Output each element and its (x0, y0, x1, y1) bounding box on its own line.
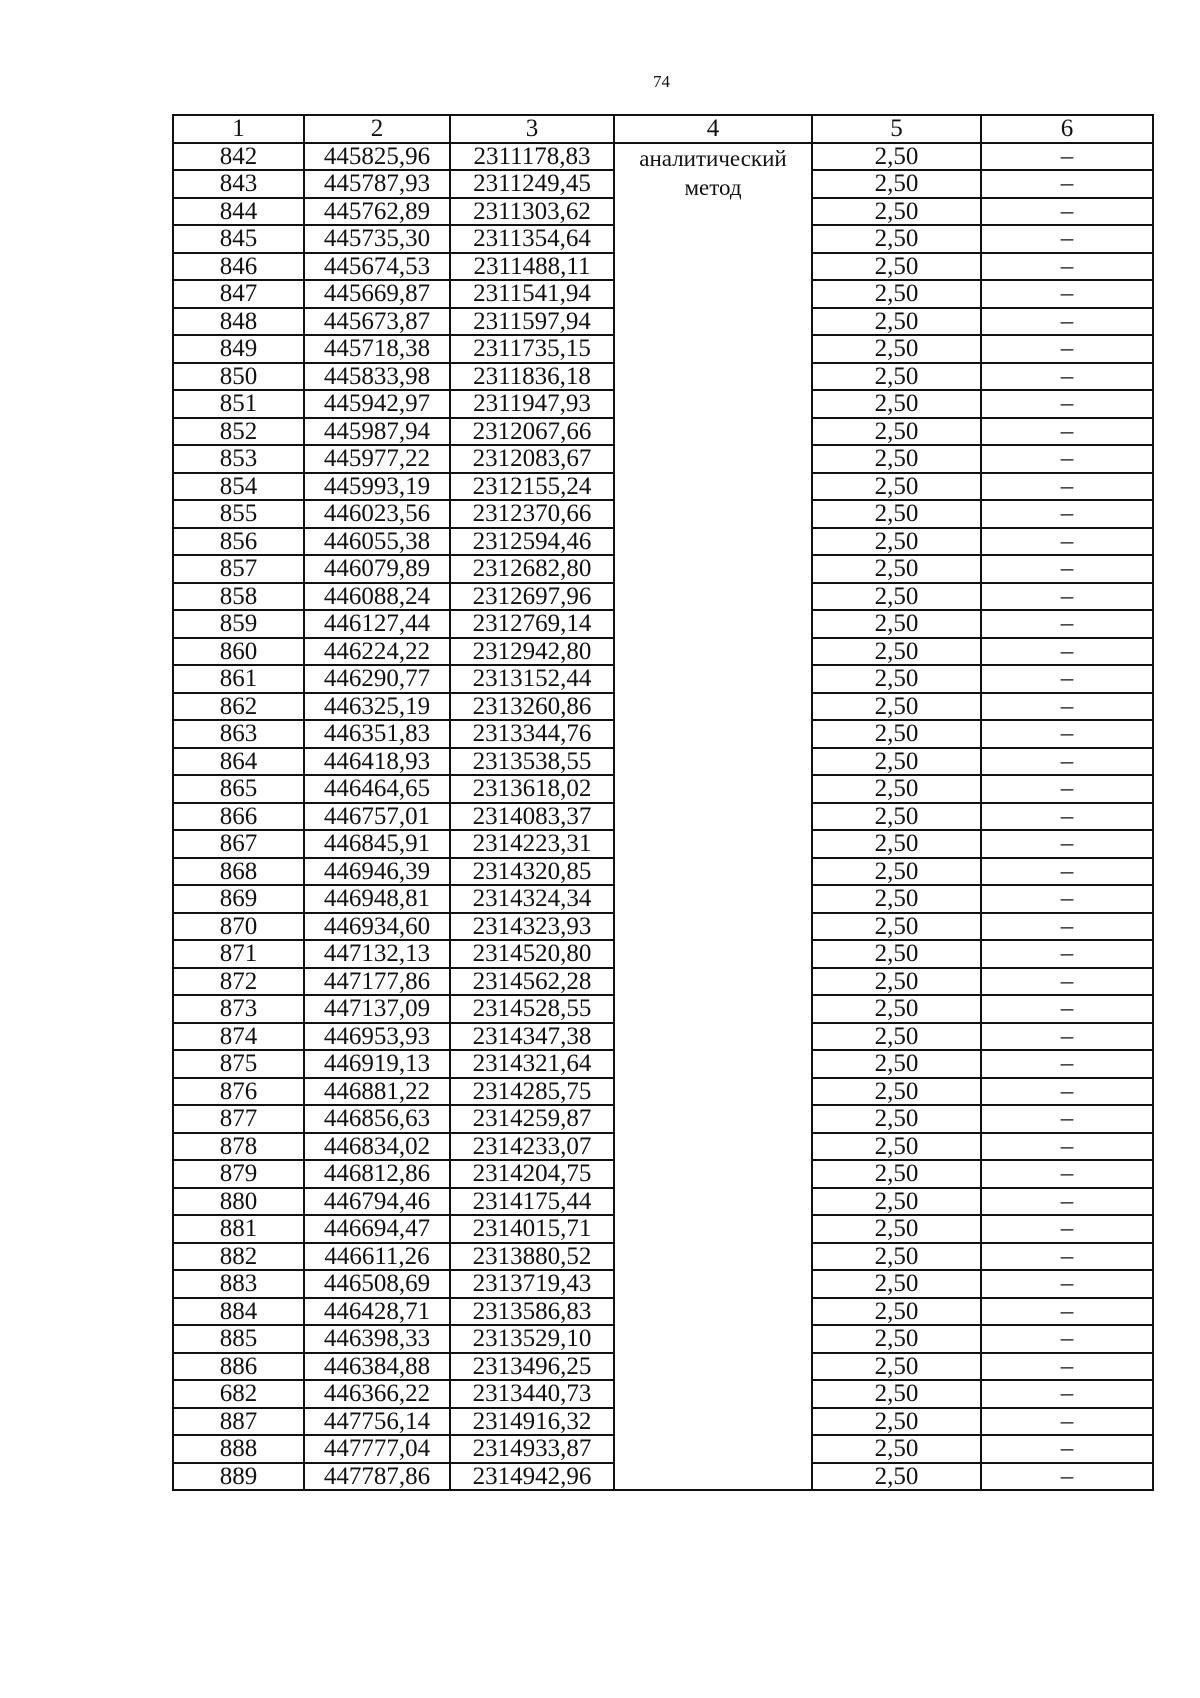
point-number-cell: 887 (173, 1408, 304, 1436)
y-coordinate-cell: 2312594,46 (450, 528, 614, 556)
y-coordinate-cell: 2314916,32 (450, 1408, 614, 1436)
note-cell: – (981, 1188, 1153, 1216)
note-cell: – (981, 803, 1153, 831)
point-number-cell: 875 (173, 1050, 304, 1078)
accuracy-cell: 2,50 (812, 1215, 981, 1243)
x-coordinate-cell: 446919,13 (304, 1050, 450, 1078)
point-number-cell: 886 (173, 1353, 304, 1381)
x-coordinate-cell: 447777,04 (304, 1435, 450, 1463)
accuracy-cell: 2,50 (812, 1243, 981, 1271)
note-cell: – (981, 253, 1153, 281)
accuracy-cell: 2,50 (812, 858, 981, 886)
note-cell: – (981, 940, 1153, 968)
note-cell: – (981, 445, 1153, 473)
point-number-cell: 860 (173, 638, 304, 666)
x-coordinate-cell: 446508,69 (304, 1270, 450, 1298)
x-coordinate-cell: 446694,47 (304, 1215, 450, 1243)
table-body (173, 143, 1153, 1491)
y-coordinate-cell: 2311597,94 (450, 308, 614, 336)
y-coordinate-cell: 2314233,07 (450, 1133, 614, 1161)
y-coordinate-cell: 2314083,37 (450, 803, 614, 831)
note-cell: – (981, 1270, 1153, 1298)
point-number-cell: 878 (173, 1133, 304, 1161)
note-cell: – (981, 885, 1153, 913)
note-cell: – (981, 308, 1153, 336)
point-number-cell: 843 (173, 170, 304, 198)
point-number-cell: 849 (173, 335, 304, 363)
point-number-cell: 851 (173, 390, 304, 418)
accuracy-cell: 2,50 (812, 720, 981, 748)
y-coordinate-cell: 2314285,75 (450, 1078, 614, 1106)
point-number-cell: 872 (173, 968, 304, 996)
note-cell: – (981, 665, 1153, 693)
accuracy-cell: 2,50 (812, 1408, 981, 1436)
x-coordinate-cell: 446757,01 (304, 803, 450, 831)
note-cell: – (981, 1325, 1153, 1353)
table-row (173, 143, 1153, 171)
point-number-cell: 850 (173, 363, 304, 391)
point-number-cell: 858 (173, 583, 304, 611)
accuracy-cell: 2,50 (812, 610, 981, 638)
page-number: 74 (653, 72, 670, 91)
x-coordinate-cell: 446948,81 (304, 885, 450, 913)
point-number-cell: 877 (173, 1105, 304, 1133)
column-header: 6 (981, 115, 1153, 143)
x-coordinate-cell: 445735,30 (304, 225, 450, 253)
accuracy-cell: 2,50 (812, 445, 981, 473)
accuracy-cell: 2,50 (812, 335, 981, 363)
point-number-cell: 871 (173, 940, 304, 968)
y-coordinate-cell: 2314562,28 (450, 968, 614, 996)
point-number-cell: 866 (173, 803, 304, 831)
note-cell: – (981, 693, 1153, 721)
y-coordinate-cell: 2313538,55 (450, 748, 614, 776)
x-coordinate-cell: 445674,53 (304, 253, 450, 281)
x-coordinate-cell: 445825,96 (304, 143, 450, 171)
note-cell: – (981, 1160, 1153, 1188)
y-coordinate-cell: 2314528,55 (450, 995, 614, 1023)
x-coordinate-cell: 446834,02 (304, 1133, 450, 1161)
note-cell: – (981, 720, 1153, 748)
accuracy-cell: 2,50 (812, 1188, 981, 1216)
note-cell: – (981, 143, 1153, 171)
accuracy-cell: 2,50 (812, 885, 981, 913)
accuracy-cell: 2,50 (812, 1380, 981, 1408)
accuracy-cell: 2,50 (812, 1325, 981, 1353)
point-number-cell: 865 (173, 775, 304, 803)
y-coordinate-cell: 2312942,80 (450, 638, 614, 666)
x-coordinate-cell: 447132,13 (304, 940, 450, 968)
accuracy-cell: 2,50 (812, 940, 981, 968)
point-number-cell: 854 (173, 473, 304, 501)
note-cell: – (981, 500, 1153, 528)
note-cell: – (981, 363, 1153, 391)
y-coordinate-cell: 2311249,45 (450, 170, 614, 198)
accuracy-cell: 2,50 (812, 363, 981, 391)
y-coordinate-cell: 2313529,10 (450, 1325, 614, 1353)
y-coordinate-cell: 2313152,44 (450, 665, 614, 693)
note-cell: – (981, 1105, 1153, 1133)
accuracy-cell: 2,50 (812, 995, 981, 1023)
column-header: 5 (812, 115, 981, 143)
accuracy-cell: 2,50 (812, 198, 981, 226)
point-number-cell: 876 (173, 1078, 304, 1106)
note-cell: – (981, 1133, 1153, 1161)
note-cell: – (981, 1298, 1153, 1326)
note-cell: – (981, 995, 1153, 1023)
point-number-cell: 842 (173, 143, 304, 171)
coordinates-table (172, 114, 1154, 1491)
x-coordinate-cell: 446325,19 (304, 693, 450, 721)
x-coordinate-cell: 445762,89 (304, 198, 450, 226)
note-cell: – (981, 1408, 1153, 1436)
point-number-cell: 881 (173, 1215, 304, 1243)
note-cell: – (981, 775, 1153, 803)
x-coordinate-cell: 445718,38 (304, 335, 450, 363)
note-cell: – (981, 1243, 1153, 1271)
note-cell: – (981, 418, 1153, 446)
accuracy-cell: 2,50 (812, 1105, 981, 1133)
x-coordinate-cell: 445673,87 (304, 308, 450, 336)
accuracy-cell: 2,50 (812, 418, 981, 446)
note-cell: – (981, 335, 1153, 363)
note-cell: – (981, 1078, 1153, 1106)
y-coordinate-cell: 2312682,80 (450, 555, 614, 583)
x-coordinate-cell: 446366,22 (304, 1380, 450, 1408)
x-coordinate-cell: 446023,56 (304, 500, 450, 528)
note-cell: – (981, 390, 1153, 418)
x-coordinate-cell: 445993,19 (304, 473, 450, 501)
y-coordinate-cell: 2313880,52 (450, 1243, 614, 1271)
x-coordinate-cell: 446055,38 (304, 528, 450, 556)
point-number-cell: 879 (173, 1160, 304, 1188)
x-coordinate-cell: 445787,93 (304, 170, 450, 198)
point-number-cell: 855 (173, 500, 304, 528)
x-coordinate-cell: 447787,86 (304, 1463, 450, 1491)
accuracy-cell: 2,50 (812, 170, 981, 198)
y-coordinate-cell: 2313496,25 (450, 1353, 614, 1381)
accuracy-cell: 2,50 (812, 1270, 981, 1298)
column-header: 2 (304, 115, 450, 143)
x-coordinate-cell: 446428,71 (304, 1298, 450, 1326)
point-number-cell: 869 (173, 885, 304, 913)
x-coordinate-cell: 445669,87 (304, 280, 450, 308)
accuracy-cell: 2,50 (812, 528, 981, 556)
x-coordinate-cell: 446934,60 (304, 913, 450, 941)
point-number-cell: 880 (173, 1188, 304, 1216)
y-coordinate-cell: 2311178,83 (450, 143, 614, 171)
accuracy-cell: 2,50 (812, 1023, 981, 1051)
x-coordinate-cell: 446418,93 (304, 748, 450, 776)
y-coordinate-cell: 2314175,44 (450, 1188, 614, 1216)
point-number-cell: 885 (173, 1325, 304, 1353)
accuracy-cell: 2,50 (812, 830, 981, 858)
y-coordinate-cell: 2313260,86 (450, 693, 614, 721)
y-coordinate-cell: 2314320,85 (450, 858, 614, 886)
point-number-cell: 853 (173, 445, 304, 473)
point-number-cell: 862 (173, 693, 304, 721)
note-cell: – (981, 968, 1153, 996)
y-coordinate-cell: 2314204,75 (450, 1160, 614, 1188)
note-cell: – (981, 198, 1153, 226)
accuracy-cell: 2,50 (812, 1298, 981, 1326)
y-coordinate-cell: 2312083,67 (450, 445, 614, 473)
point-number-cell: 867 (173, 830, 304, 858)
y-coordinate-cell: 2314347,38 (450, 1023, 614, 1051)
note-cell: – (981, 638, 1153, 666)
y-coordinate-cell: 2312155,24 (450, 473, 614, 501)
y-coordinate-cell: 2314520,80 (450, 940, 614, 968)
y-coordinate-cell: 2311303,62 (450, 198, 614, 226)
x-coordinate-cell: 446290,77 (304, 665, 450, 693)
x-coordinate-cell: 446812,86 (304, 1160, 450, 1188)
x-coordinate-cell: 446794,46 (304, 1188, 450, 1216)
accuracy-cell: 2,50 (812, 1050, 981, 1078)
accuracy-cell: 2,50 (812, 775, 981, 803)
accuracy-cell: 2,50 (812, 1133, 981, 1161)
y-coordinate-cell: 2314015,71 (450, 1215, 614, 1243)
point-number-cell: 857 (173, 555, 304, 583)
x-coordinate-cell: 445833,98 (304, 363, 450, 391)
note-cell: – (981, 610, 1153, 638)
note-cell: – (981, 858, 1153, 886)
y-coordinate-cell: 2311541,94 (450, 280, 614, 308)
accuracy-cell: 2,50 (812, 500, 981, 528)
x-coordinate-cell: 446224,22 (304, 638, 450, 666)
x-coordinate-cell: 447756,14 (304, 1408, 450, 1436)
point-number-cell: 863 (173, 720, 304, 748)
y-coordinate-cell: 2313719,43 (450, 1270, 614, 1298)
y-coordinate-cell: 2312370,66 (450, 500, 614, 528)
accuracy-cell: 2,50 (812, 1353, 981, 1381)
note-cell: – (981, 1463, 1153, 1491)
note-cell: – (981, 913, 1153, 941)
x-coordinate-cell: 446611,26 (304, 1243, 450, 1271)
x-coordinate-cell: 445977,22 (304, 445, 450, 473)
accuracy-cell: 2,50 (812, 748, 981, 776)
note-cell: – (981, 225, 1153, 253)
point-number-cell: 861 (173, 665, 304, 693)
point-number-cell: 844 (173, 198, 304, 226)
table-header-row (173, 115, 1153, 143)
point-number-cell: 847 (173, 280, 304, 308)
accuracy-cell: 2,50 (812, 390, 981, 418)
accuracy-cell: 2,50 (812, 968, 981, 996)
point-number-cell: 870 (173, 913, 304, 941)
x-coordinate-cell: 446351,83 (304, 720, 450, 748)
note-cell: – (981, 748, 1153, 776)
y-coordinate-cell: 2314324,34 (450, 885, 614, 913)
x-coordinate-cell: 446953,93 (304, 1023, 450, 1051)
accuracy-cell: 2,50 (812, 280, 981, 308)
point-number-cell: 874 (173, 1023, 304, 1051)
x-coordinate-cell: 447177,86 (304, 968, 450, 996)
accuracy-cell: 2,50 (812, 1435, 981, 1463)
accuracy-cell: 2,50 (812, 143, 981, 171)
y-coordinate-cell: 2313586,83 (450, 1298, 614, 1326)
x-coordinate-cell: 446384,88 (304, 1353, 450, 1381)
y-coordinate-cell: 2314259,87 (450, 1105, 614, 1133)
accuracy-cell: 2,50 (812, 665, 981, 693)
point-number-cell: 846 (173, 253, 304, 281)
accuracy-cell: 2,50 (812, 1463, 981, 1491)
point-number-cell: 845 (173, 225, 304, 253)
point-number-cell: 888 (173, 1435, 304, 1463)
y-coordinate-cell: 2312697,96 (450, 583, 614, 611)
note-cell: – (981, 555, 1153, 583)
x-coordinate-cell: 445987,94 (304, 418, 450, 446)
note-cell: – (981, 170, 1153, 198)
x-coordinate-cell: 446398,33 (304, 1325, 450, 1353)
y-coordinate-cell: 2312769,14 (450, 610, 614, 638)
accuracy-cell: 2,50 (812, 803, 981, 831)
accuracy-cell: 2,50 (812, 913, 981, 941)
note-cell: – (981, 1023, 1153, 1051)
accuracy-cell: 2,50 (812, 638, 981, 666)
y-coordinate-cell: 2311488,11 (450, 253, 614, 281)
note-cell: – (981, 1380, 1153, 1408)
point-number-cell: 856 (173, 528, 304, 556)
note-cell: – (981, 830, 1153, 858)
note-cell: – (981, 1353, 1153, 1381)
accuracy-cell: 2,50 (812, 1160, 981, 1188)
point-number-cell: 882 (173, 1243, 304, 1271)
y-coordinate-cell: 2314942,96 (450, 1463, 614, 1491)
point-number-cell: 873 (173, 995, 304, 1023)
x-coordinate-cell: 446946,39 (304, 858, 450, 886)
point-number-cell: 868 (173, 858, 304, 886)
y-coordinate-cell: 2313618,02 (450, 775, 614, 803)
note-cell: – (981, 1215, 1153, 1243)
accuracy-cell: 2,50 (812, 693, 981, 721)
accuracy-cell: 2,50 (812, 308, 981, 336)
point-number-cell: 848 (173, 308, 304, 336)
point-number-cell: 859 (173, 610, 304, 638)
accuracy-cell: 2,50 (812, 555, 981, 583)
x-coordinate-cell: 446079,89 (304, 555, 450, 583)
point-number-cell: 883 (173, 1270, 304, 1298)
x-coordinate-cell: 447137,09 (304, 995, 450, 1023)
y-coordinate-cell: 2311735,15 (450, 335, 614, 363)
y-coordinate-cell: 2313440,73 (450, 1380, 614, 1408)
note-cell: – (981, 280, 1153, 308)
y-coordinate-cell: 2312067,66 (450, 418, 614, 446)
y-coordinate-cell: 2314223,31 (450, 830, 614, 858)
column-header: 3 (450, 115, 614, 143)
x-coordinate-cell: 446127,44 (304, 610, 450, 638)
x-coordinate-cell: 445942,97 (304, 390, 450, 418)
accuracy-cell: 2,50 (812, 473, 981, 501)
y-coordinate-cell: 2314321,64 (450, 1050, 614, 1078)
note-cell: – (981, 1050, 1153, 1078)
note-cell: – (981, 473, 1153, 501)
accuracy-cell: 2,50 (812, 583, 981, 611)
y-coordinate-cell: 2313344,76 (450, 720, 614, 748)
x-coordinate-cell: 446845,91 (304, 830, 450, 858)
note-cell: – (981, 1435, 1153, 1463)
y-coordinate-cell: 2314933,87 (450, 1435, 614, 1463)
y-coordinate-cell: 2314323,93 (450, 913, 614, 941)
point-number-cell: 852 (173, 418, 304, 446)
point-number-cell: 682 (173, 1380, 304, 1408)
accuracy-cell: 2,50 (812, 253, 981, 281)
point-number-cell: 864 (173, 748, 304, 776)
y-coordinate-cell: 2311354,64 (450, 225, 614, 253)
note-cell: – (981, 583, 1153, 611)
y-coordinate-cell: 2311947,93 (450, 390, 614, 418)
method-cell: аналитический метод (614, 143, 812, 1491)
x-coordinate-cell: 446856,63 (304, 1105, 450, 1133)
note-cell: – (981, 528, 1153, 556)
point-number-cell: 889 (173, 1463, 304, 1491)
accuracy-cell: 2,50 (812, 1078, 981, 1106)
column-header: 4 (614, 115, 812, 143)
point-number-cell: 884 (173, 1298, 304, 1326)
x-coordinate-cell: 446881,22 (304, 1078, 450, 1106)
y-coordinate-cell: 2311836,18 (450, 363, 614, 391)
x-coordinate-cell: 446088,24 (304, 583, 450, 611)
x-coordinate-cell: 446464,65 (304, 775, 450, 803)
column-header: 1 (173, 115, 304, 143)
accuracy-cell: 2,50 (812, 225, 981, 253)
